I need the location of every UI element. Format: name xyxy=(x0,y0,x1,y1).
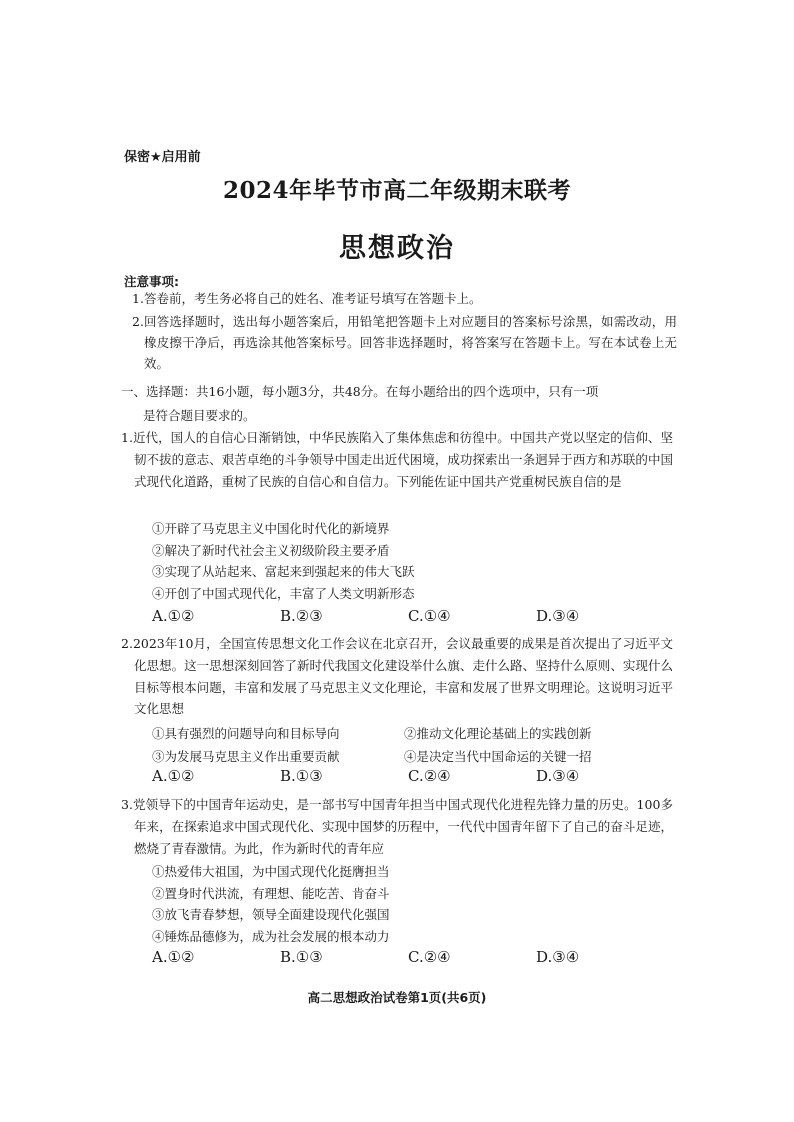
option-statement: ②推动文化理论基础上的实践创新 xyxy=(404,726,592,741)
option-statement: ①具有强烈的问题导向和目标导向 xyxy=(152,726,340,741)
answer-choice-b: B.①③ xyxy=(280,948,323,966)
question-2 xyxy=(121,633,673,720)
answer-choice-a: A.①② xyxy=(152,607,195,625)
subject-title: 思想政治 xyxy=(339,233,455,264)
question-3 xyxy=(121,794,673,859)
notice-item-number: 2. xyxy=(132,314,144,329)
question-stem xyxy=(121,633,673,720)
notice-item-text: 回答选择题时，选出每小题答案后，用铅笔把答题卡上对应题目的答案标号涂黑，如需改动，用橡皮擦干净后，再选涂其他答案标号。回答非选择题时，将答案写在答题卡上。写在本试卷上无效。 xyxy=(144,314,677,371)
option-statement: ②解决了新时代社会主义初级阶段主要矛盾 xyxy=(152,542,390,558)
option-statement: ④开创了中国式现代化，丰富了人类文明新形态 xyxy=(152,585,415,601)
confidential-mark: 保密★启用前 xyxy=(124,150,201,165)
question-text: 近代，国人的自信心日渐销蚀，中华民族陷入了集体焦虑和彷徨中。中国共产党以坚定的信仰、坚韧不拔的意志、艰苦卓绝的斗争领导中国走出近代困境，成功探索出一条迥异于西方和苏联的中国式现代化道路，重树了民族的自信心和自信力。下列能佐证中国共产党重树民族自信的是 xyxy=(132,430,673,489)
option-statement: ②置身时代洪流，有理想、能吃苦、肯奋斗 xyxy=(152,885,390,901)
question-text: 2023年10月，全国宣传思想文化工作会议在北京召开，会议最重要的成果是首次提出了习近平文化思想。这一思想深刻回答了新时代我国文化建设举什么旗、走什么路、坚持什么原则、实现什么目标等根本问题，丰富和发展了马克思主义文化理论，丰富和发展了世界文明理论。这说明习近平文化思想 xyxy=(132,636,673,717)
notice-item-text: 答卷前，考生务必将自己的姓名、准考证号填写在答题卡上。 xyxy=(144,291,482,306)
answer-choice-b: B.①③ xyxy=(280,767,323,785)
option-statement: ①热爱伟大祖国，为中国式现代化挺膺担当 xyxy=(152,864,390,879)
page-footer: 高二思想政治试卷第1页(共6页) xyxy=(307,990,487,1005)
option-statement: ③为发展马克思主义作出重要贡献 xyxy=(152,749,340,764)
option-statement: ③放飞青春梦想，领导全面建设现代化强国 xyxy=(152,907,390,923)
question-text: 党领导下的中国青年运动史，是一部书写中国青年担当中国式现代化进程先锋力量的历史。100多年来，在探索追求中国式现代化、实现中国梦的历程中，一代代中国青年留下了自己的奋斗足迹，燃烧了青春激情。为此，作为新时代的青年应 xyxy=(132,797,673,856)
question-2-options xyxy=(152,722,672,768)
option-statement: ③实现了从站起来、富起来到强起来的伟大飞跃 xyxy=(152,564,415,580)
question-number: 3. xyxy=(121,797,133,812)
answer-choice-b: B.②③ xyxy=(280,607,323,625)
answer-choice-c: C.②④ xyxy=(408,767,451,785)
question-stem xyxy=(121,427,673,492)
question-stem xyxy=(121,794,673,859)
question-1 xyxy=(121,427,673,492)
section-line-2: 是符合题目要求的。 xyxy=(143,408,256,423)
question-2-answers xyxy=(152,767,672,785)
notice-item-2 xyxy=(132,311,677,374)
option-statement: ①开辟了马克思主义中国化时代化的新境界 xyxy=(152,521,390,536)
exam-title: 2024年毕节市高二年级期末联考 xyxy=(222,177,571,204)
answer-choice-a: A.①② xyxy=(152,767,195,785)
notice-item-1 xyxy=(132,288,672,309)
answer-choice-d: D.③④ xyxy=(536,767,580,785)
notice-heading: 注意事项: xyxy=(124,274,179,289)
question-number: 2. xyxy=(121,636,133,651)
question-1-answers xyxy=(152,607,672,625)
question-number: 1. xyxy=(121,430,133,445)
question-3-answers xyxy=(152,948,672,966)
answer-choice-a: A.①② xyxy=(152,948,195,966)
answer-choice-c: C.②④ xyxy=(408,948,451,966)
question-1-options xyxy=(152,518,415,604)
question-3-options xyxy=(152,861,390,947)
answer-choice-c: C.①④ xyxy=(408,607,451,625)
option-statement: ④是决定当代中国命运的关键一招 xyxy=(404,749,592,764)
option-statement: ④锤炼品德修为，成为社会发展的根本动力 xyxy=(152,928,390,944)
notice-item-number: 1. xyxy=(132,291,144,306)
answer-choice-d: D.③④ xyxy=(536,607,580,625)
section-heading xyxy=(121,380,677,428)
answer-choice-d: D.③④ xyxy=(536,948,580,966)
section-line-1: 一、选择题：共16小题，每小题3分，共48分。在每小题给出的四个选项中，只有一项 xyxy=(121,384,599,399)
